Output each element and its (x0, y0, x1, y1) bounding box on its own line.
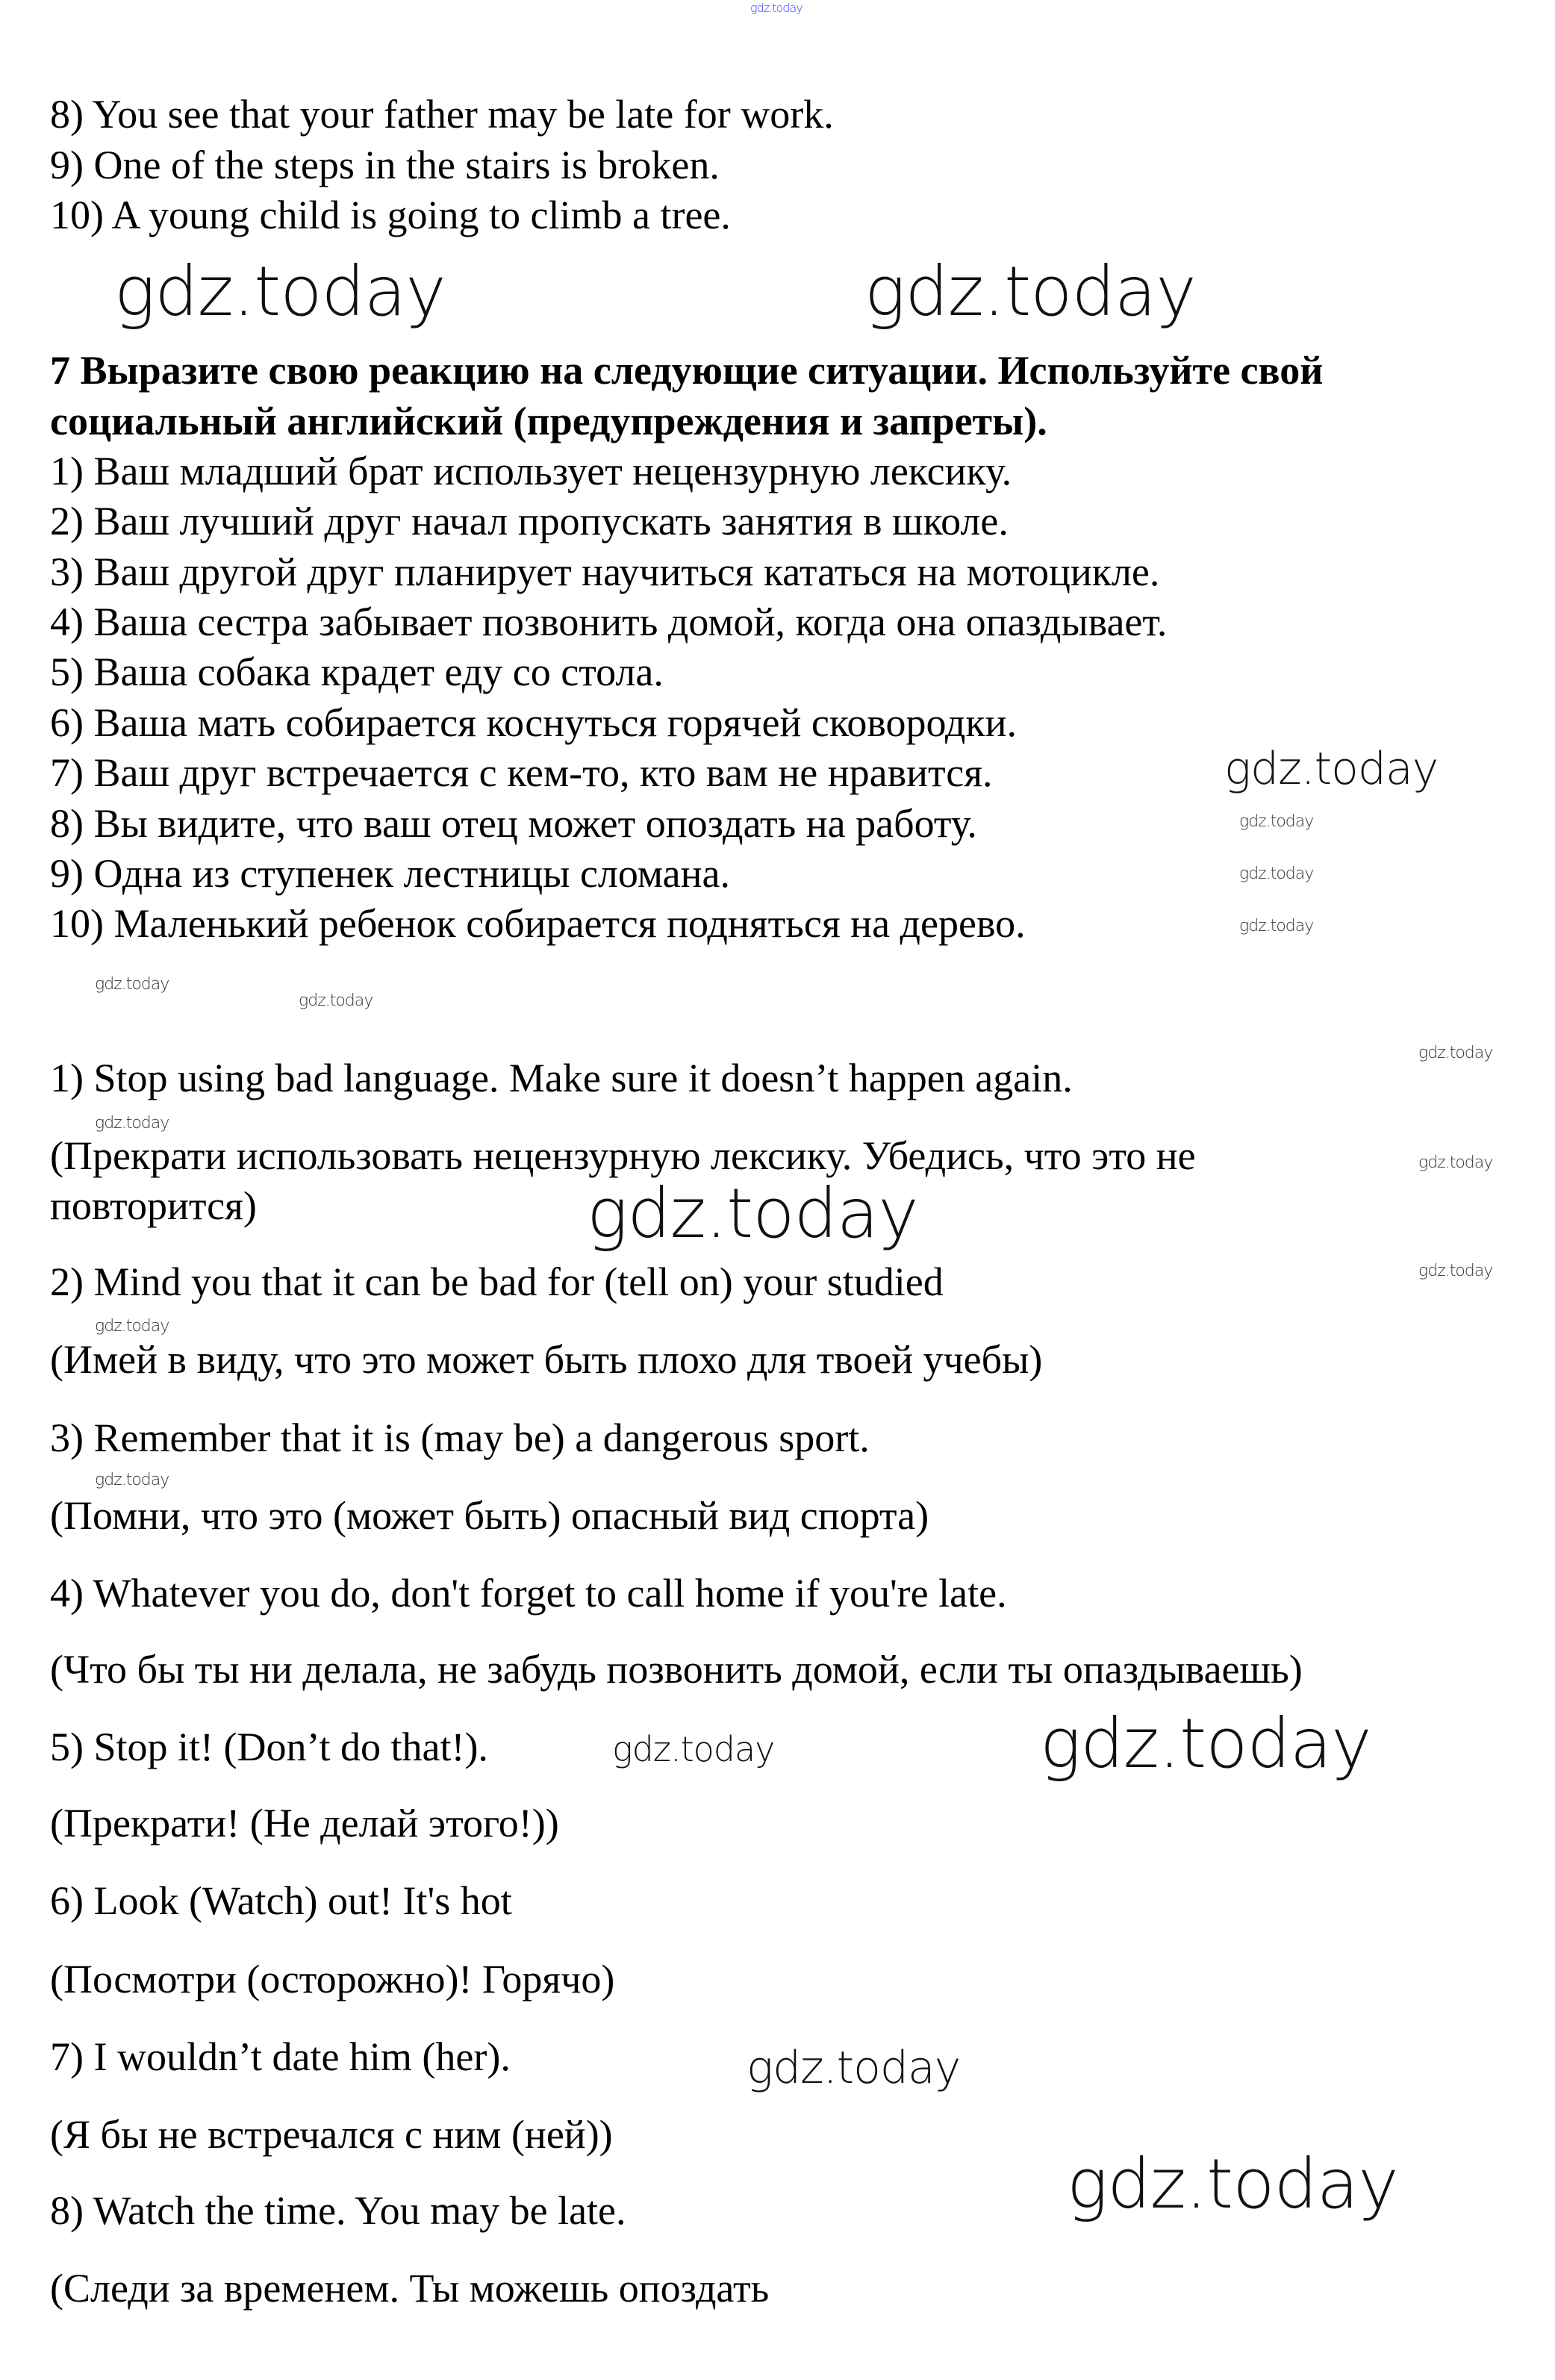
task-item: 8) Вы видите, что ваш отец может опоздать на работу. (50, 801, 977, 846)
answer-line: (Что бы ты ни делала, не забудь позвонить домой, если ты опаздываешь) (50, 1647, 1303, 1692)
task-item: 3) Ваш другой друг планирует научиться кататься на мотоцикле. (50, 549, 1160, 594)
prev-item: 9) One of the steps in the stairs is broken. (50, 143, 720, 187)
watermark-small: gdz.today (1239, 812, 1314, 831)
task-heading: 7 Выразите свою реакцию на следующие ситуации. Используйте свой (50, 348, 1324, 393)
answer-line: (Прекрати! (Не делай этого!)) (50, 1801, 559, 1845)
answer-line: (Посмотри (осторожно)! Горячо) (50, 1957, 615, 2001)
watermark-large: gdz.today (114, 252, 446, 331)
answer-line: 8) Watch the time. You may be late. (50, 2188, 626, 2233)
answer-line: (Следи за временем. Ты можешь опоздать (50, 2266, 770, 2311)
task-heading: социальный английский (предупреждения и запреты). (50, 399, 1047, 443)
watermark-top: gdz.today (750, 1, 803, 15)
watermark-small: gdz.today (1418, 1262, 1493, 1280)
watermark-small: gdz.today (95, 1114, 169, 1133)
watermark-small: gdz.today (1418, 1044, 1493, 1062)
answer-line: 4) Whatever you do, don't forget to call home if you're late. (50, 1571, 1007, 1616)
task-item: 6) Ваша мать собирается коснуться горячей сковородки. (50, 700, 1017, 745)
answer-line: 6) Look (Watch) out! It's hot (50, 1878, 512, 1923)
watermark-medium: gdz.today (747, 2042, 961, 2094)
task-item: 4) Ваша сестра забывает позвонить домой, когда она опаздывает. (50, 599, 1168, 644)
watermark-small: gdz.today (95, 1471, 169, 1489)
task-item: 1) Ваш младший брат использует нецензурную лексику. (50, 449, 1012, 493)
task-item: 5) Ваша собака крадет еду со стола. (50, 649, 664, 694)
answer-line: 5) Stop it! (Don’t do that!). (50, 1725, 488, 1769)
answer-line: 3) Remember that it is (may be) a dangerous sport. (50, 1415, 870, 1460)
watermark-small: gdz.today (1418, 1153, 1493, 1172)
answer-line: (Помни, что это (может быть) опасный вид спорта) (50, 1493, 929, 1538)
task-item: 10) Маленький ребенок собирается подняться на дерево. (50, 901, 1026, 946)
answer-line: (Я бы не встречался с ним (ней)) (50, 2112, 613, 2157)
answer-line: (Прекрати использовать нецензурную лексику. Убедись, что это не (50, 1133, 1196, 1178)
prev-item: 8) You see that your father may be late for work. (50, 92, 834, 137)
watermark-medium: gdz.today (1224, 743, 1439, 795)
answer-line: 2) Mind you that it can be bad for (tell on) your studied (50, 1259, 944, 1304)
watermark-small: gdz.today (95, 1317, 169, 1336)
watermark-large: gdz.today (1040, 1704, 1371, 1784)
answer-line: 7) I wouldn’t date him (her). (50, 2034, 511, 2079)
watermark-small: gdz.today (95, 975, 169, 994)
answer-line: повторится) (50, 1183, 257, 1228)
task-item: 7) Ваш друг встречается с кем-то, кто вам не нравится. (50, 750, 993, 795)
task-item: 9) Одна из ступенек лестницы сломана. (50, 851, 730, 896)
task-item: 2) Ваш лучший друг начал пропускать занятия в школе. (50, 499, 1009, 543)
answer-line: (Имей в виду, что это может быть плохо для твоей учебы) (50, 1337, 1043, 1382)
watermark-small: gdz.today (299, 991, 373, 1010)
watermark-small: gdz.today (1239, 917, 1314, 935)
prev-item: 10) A young child is going to climb a tree. (50, 193, 731, 237)
watermark-small: gdz.today (1239, 865, 1314, 883)
watermark-large: gdz.today (864, 252, 1196, 331)
watermark-medium: gdz.today (612, 1729, 775, 1769)
watermark-large: gdz.today (587, 1174, 918, 1253)
answer-line: 1) Stop using bad language. Make sure it doesn’t happen again. (50, 1056, 1073, 1100)
watermark-large: gdz.today (1067, 2144, 1398, 2224)
